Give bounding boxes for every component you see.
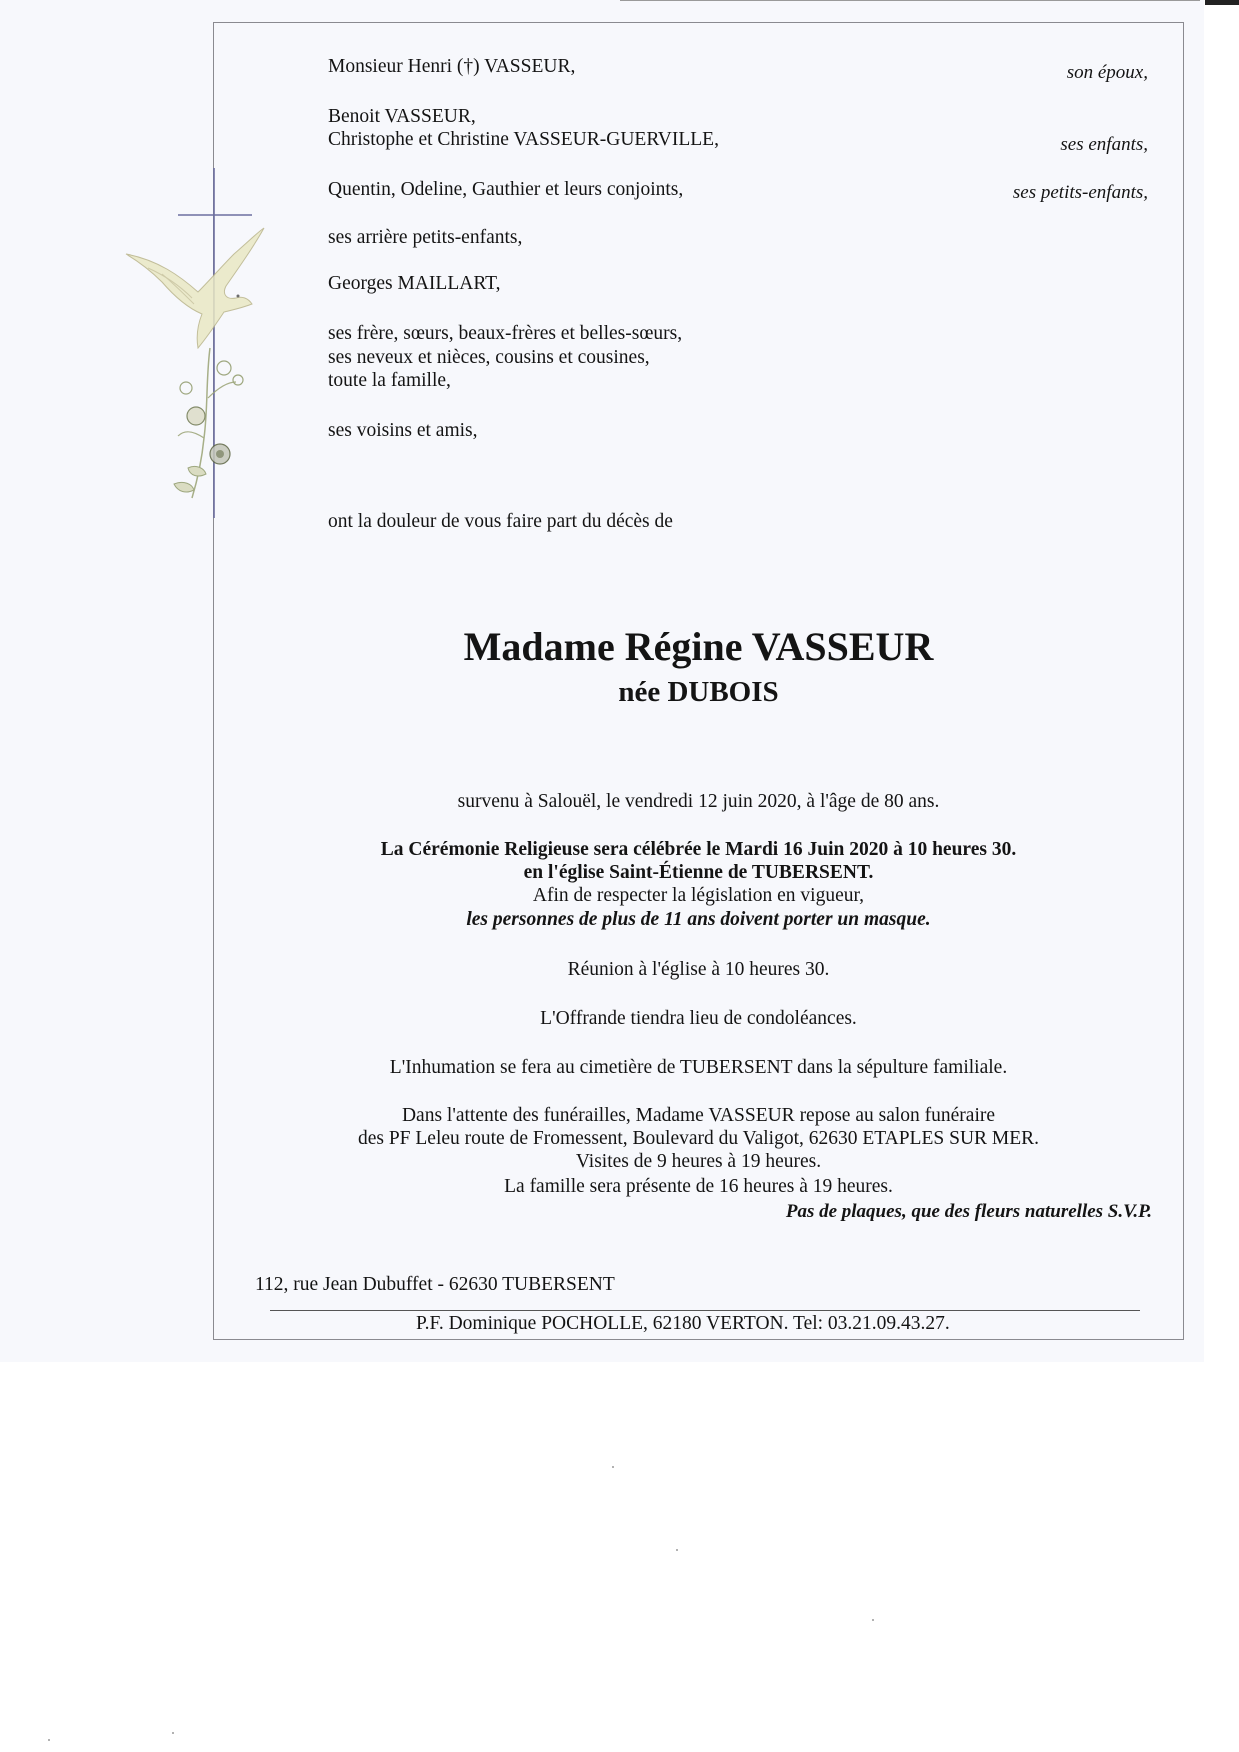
deceased-maiden-name: née DUBOIS (618, 676, 779, 708)
death-details: survenu à Salouël, le vendredi 12 juin 2020, à l'âge de 80 ans. (457, 791, 940, 812)
funeral-parlour-line-1: Dans l'attente des funérailles, Madame VASSEUR repose au salon funéraire (401, 1105, 996, 1126)
family-presence-hours: La famille sera présente de 16 heures à 19 heures. (504, 1176, 893, 1197)
family-line-great-grandchildren: ses arrière petits-enfants, (328, 227, 523, 248)
family-line-spouse: Monsieur Henri (†) VASSEUR, (328, 56, 576, 77)
legislation-notice: Afin de respecter la législation en vigueur, (532, 885, 865, 906)
relation-petits-enfants: ses petits-enfants, (1012, 182, 1148, 203)
funeral-parlour-line-2: des PF Leleu route de Fromessent, Boulevard du Valigot, 62630 ETAPLES SUR MER. (357, 1128, 1040, 1149)
footer-divider (270, 1310, 1140, 1311)
visiting-hours: Visites de 9 heures à 19 heures. (575, 1151, 822, 1172)
mask-requirement: les personnes de plus de 11 ans doivent porter un masque. (466, 909, 931, 930)
family-line-grandchildren: Quentin, Odeline, Gauthier et leurs conjoints, (328, 179, 684, 200)
inhumation-notice: L'Inhumation se fera au cimetière de TUBERSENT dans la sépulture familiale. (389, 1057, 1008, 1078)
family-line-whole-family: toute la famille, (328, 370, 451, 391)
flower-icon (174, 348, 243, 498)
scan-edge-line (620, 0, 1200, 1)
scan-speck (612, 1466, 614, 1468)
funeral-home-contact: P.F. Dominique POCHOLLE, 62180 VERTON. Tel: 03.21.09.43.27. (416, 1313, 950, 1334)
scan-speck (872, 1619, 874, 1621)
ceremony-location: en l'église Saint-Étienne de TUBERSENT. (523, 862, 874, 883)
cross-dove-flower-icon (118, 168, 298, 518)
family-line-children: Christophe et Christine VASSEUR-GUERVILLE, (328, 129, 719, 150)
family-line-sibling: Georges MAILLART, (328, 273, 501, 294)
family-line-neighbours: ses voisins et amis, (328, 420, 478, 441)
scan-speck (48, 1739, 50, 1741)
relation-epoux: son époux, (1066, 62, 1148, 83)
dove-icon (126, 228, 264, 348)
flowers-request: Pas de plaques, que des fleurs naturelles S.V.P. (785, 1201, 1152, 1222)
family-line-siblings-in-law: ses frère, sœurs, beaux-frères et belles-sœurs, (328, 323, 683, 344)
family-line-son: Benoit VASSEUR, (328, 106, 476, 127)
cross-icon (178, 168, 252, 518)
family-address: 112, rue Jean Dubuffet - 62630 TUBERSENT (255, 1274, 615, 1295)
announcement-text: ont la douleur de vous faire part du décès de (328, 511, 673, 532)
scan-corner-mark (1205, 0, 1239, 5)
family-line-nephews: ses neveux et nièces, cousins et cousines, (328, 347, 650, 368)
offrande-notice: L'Offrande tiendra lieu de condoléances. (540, 1008, 857, 1029)
reunion-notice: Réunion à l'église à 10 heures 30. (567, 959, 830, 980)
ceremony-date: La Cérémonie Religieuse sera célébrée le Mardi 16 Juin 2020 à 10 heures 30. (380, 839, 1017, 860)
deceased-name: Madame Régine VASSEUR (463, 624, 934, 669)
scan-speck (172, 1732, 174, 1734)
relation-enfants: ses enfants, (1060, 134, 1148, 155)
scan-speck (676, 1549, 678, 1551)
